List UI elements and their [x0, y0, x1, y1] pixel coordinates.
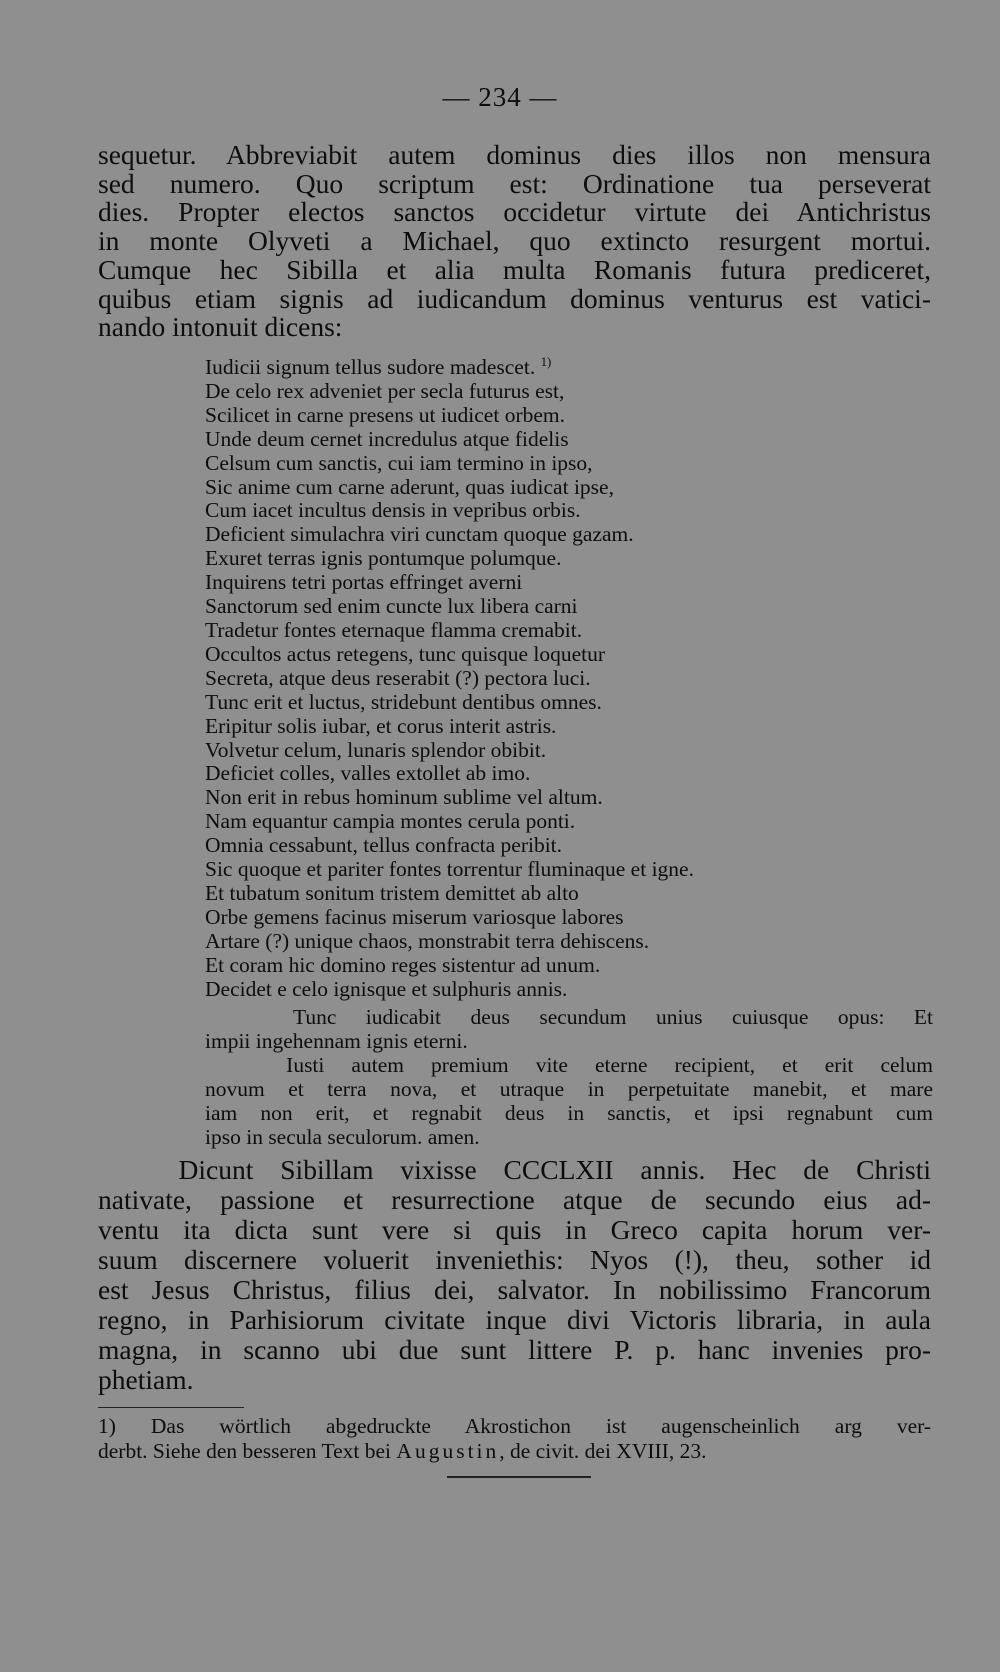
verse-line: Tradetur fontes eternaque flamma cremabit. — [205, 617, 583, 642]
verse-line: Secreta, atque deus reserabit (?) pectora luci. — [205, 665, 591, 690]
text-line: phetiam. — [98, 1364, 194, 1395]
verse-line: Cum iacet incultus densis in vepribus orbis. — [205, 498, 581, 523]
verse-line: Celsum cum sanctis, cui iam termino in ipso, — [205, 450, 593, 475]
text-line: dies. Propter electos sanctos occidetur virtute dei Antichristus — [98, 196, 931, 228]
author-name: Augustin — [396, 1439, 500, 1463]
footnote-marker: 1) — [540, 354, 552, 369]
text-line: nativate, passione et resurrectione atque de secundo eius ad- — [98, 1184, 931, 1215]
verse-line: Tunc erit et luctus, stridebunt dentibus omnes. — [205, 689, 602, 714]
text-line: est Jesus Christus, filius dei, salvator. In nobilissimo Francorum — [98, 1274, 931, 1305]
verse-line: Decidet e celo ignisque et sulphuris annis. — [205, 976, 568, 1001]
page-number: — 234 — — [442, 82, 558, 112]
text-line: sequetur. Abbreviabit autem dominus dies illos non mensura — [98, 139, 931, 170]
verse-line: Inquirens tetri portas effringet averni — [205, 570, 523, 595]
text-line: Cumque hec Sibilla et alia multa Romanis futura prediceret, — [98, 253, 931, 285]
verse-line: Volvetur celum, lunaris splendor obibit. — [205, 737, 547, 762]
verse-line: Iudicii signum tellus sudore madescet. $^{1)}$ — [205, 354, 552, 379]
text-line: iam non erit, et regnabit deus in sanctis, et ipsi regnabunt cum — [205, 1100, 933, 1125]
verse-line: Occultos actus retegens, tunc quisque loquetur — [205, 641, 606, 666]
verse-line: Et coram hic domino reges sistentur ad unum. — [205, 952, 601, 977]
verse-line: Orbe gemens facinus miserum variosque labores — [205, 904, 624, 929]
verse-line: Sic quoque et pariter fontes torrentur fluminaque et igne. — [205, 857, 694, 882]
text-line: magna, in scanno ubi due sunt littere P. p. hanc invenies pro- — [98, 1334, 931, 1365]
footnote-line: derbt. Siehe den besseren Text bei Augustin, de civit. dei XVIII, 23. — [98, 1439, 707, 1463]
end-rule — [447, 1476, 591, 1478]
text-line: regno, in Parhisiorum civitate inque divi Victoris libraria, in aula — [98, 1304, 931, 1335]
verse-line: Nam equantur campia montes cerula ponti. — [205, 809, 576, 834]
verse-line: De celo rex adveniet per secla futurus est, — [205, 378, 565, 403]
text-line: suum discernere voluerit inveniethis: Nyos (!), theu, sother id — [98, 1244, 931, 1275]
text-line: impii ingehennam ignis eterni. — [205, 1028, 468, 1053]
footnote-separator — [98, 1407, 244, 1408]
verse-line: Unde deum cernet incredulus atque fidelis — [205, 426, 569, 451]
text-line: in monte Olyveti a Michael, quo extincto resurgent mortui. — [98, 225, 931, 257]
verse-line: Sanctorum sed enim cuncte lux libera carni — [205, 594, 578, 619]
text-line: nando intonuit dicens: — [98, 311, 343, 343]
text-line: Dicunt Sibillam vixisse CCCLXII annis. Hec de Christi — [98, 1154, 931, 1185]
verse-conclusion — [205, 1006, 933, 1149]
text-line: Iusti autem premium vite eterne recipient, et erit celum — [205, 1052, 933, 1077]
verse-line: Deficient simulachra viri cunctam quoque gazam. — [205, 522, 634, 547]
verse-line: Deficiet colles, valles extollet ab imo. — [205, 761, 531, 786]
footnote-line: 1) Das wörtlich abgedruckte Akrostichon ist augenscheinlich arg ver- — [98, 1414, 931, 1438]
top-paragraph — [98, 141, 931, 342]
acrostic-verse — [205, 356, 935, 1001]
verse-line: Exuret terras ignis pontumque polumque. — [205, 546, 562, 571]
text-line: novum et terra nova, et utraque in perpetuitate manebit, et mare — [205, 1076, 933, 1101]
text-line: quibus etiam signis ad iudicandum dominus venturus est vatici- — [98, 282, 931, 314]
verse-line: Artare (?) unique chaos, monstrabit terra dehiscens. — [205, 928, 650, 953]
verse-line: Non erit in rebus hominum sublime vel altum. — [205, 785, 603, 810]
verse-line: Eripitur solis iubar, et corus interit astris. — [205, 713, 557, 738]
verse-line: Et tubatum sonitum tristem demittet ab alto — [205, 880, 579, 905]
verse-line: Sic anime cum carne aderunt, quas iudicat ipse, — [205, 474, 614, 499]
verse-line: Omnia cessabunt, tellus confracta peribit. — [205, 833, 563, 858]
bottom-paragraph — [98, 1155, 931, 1395]
text-line: ipso in secula seculorum. amen. — [205, 1124, 480, 1149]
verse-line: Scilicet in carne presens ut iudicet orbem. — [205, 402, 565, 427]
text-line: ventu ita dicta sunt vere si quis in Greco capita horum ver- — [98, 1214, 931, 1245]
footnote — [98, 1414, 931, 1464]
text-line: sed numero. Quo scriptum est: Ordinatione tua perseverat — [98, 167, 931, 199]
text-line: Tunc iudicabit deus secundum unius cuiusque opus: Et — [205, 1005, 933, 1029]
